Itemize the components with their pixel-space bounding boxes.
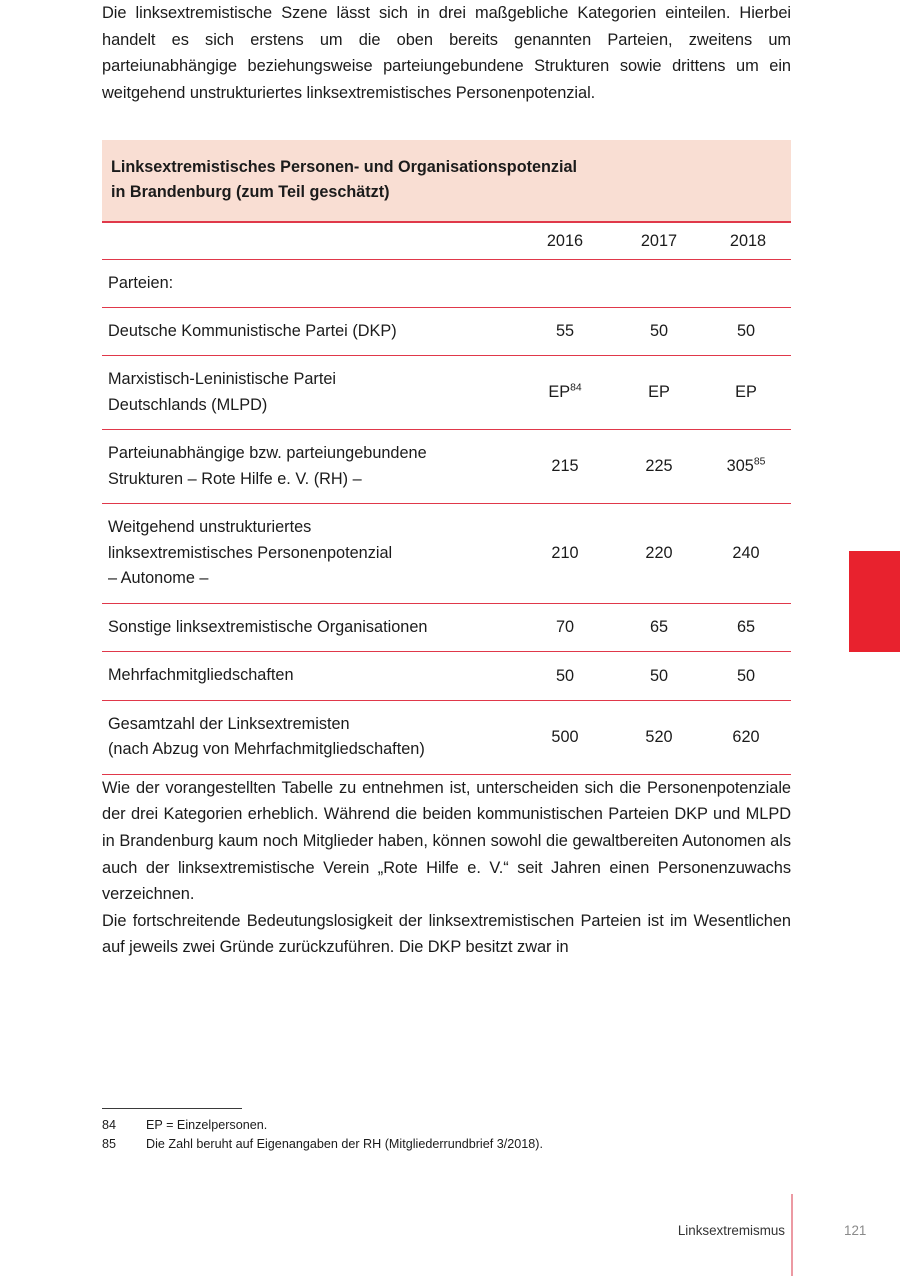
row-label (102, 700, 517, 774)
cell-2018: 65 (705, 603, 791, 652)
row-label-line-2: linksextremistisches Personenpotenzial (108, 543, 393, 562)
table-row (102, 700, 791, 774)
row-label (102, 652, 517, 701)
table-title-line-1: Linksextremistisches Personen- und Organisationspotenzial (111, 158, 577, 177)
footer-divider (791, 1194, 793, 1276)
paragraph-after-table-1: Wie der vorangestellten Tabelle zu entnehmen ist, unterscheiden sich die Personenpotenziale der drei Kategorien erheblich. Während die beiden kommunistischen Parteien DKP und MLPD in Brandenburg kaum noch Mitglieder haben, können sowohl die gewaltbereiten Autonomen als auch der linksextremistische Verein „Rote Hilfe e. V.“ seit Jahren einen Personenzuwachs verzeichnen. (102, 778, 791, 904)
table-row (102, 307, 791, 356)
footnotes-section (102, 1108, 792, 1154)
cell-2018: EP (705, 356, 791, 430)
table-row (102, 260, 791, 308)
cell-2017: 225 (613, 430, 705, 504)
cell-2017: 50 (613, 307, 705, 356)
cell-2018: 620 (705, 700, 791, 774)
footnote-number: 84 (102, 1118, 117, 1132)
table-row (102, 430, 791, 504)
row-label-line-2: Deutschlands (MLPD) (108, 395, 268, 414)
row-label-line-1: Parteiunabhängige bzw. parteiungebundene (108, 444, 427, 463)
cell-2017: 65 (613, 603, 705, 652)
table-title (102, 140, 791, 222)
footnote-number: 85 (102, 1137, 117, 1151)
cell-2017: 220 (613, 504, 705, 604)
footnote-text: EP = Einzelpersonen. (146, 1118, 268, 1132)
footer-page-number: 121 (844, 1223, 867, 1238)
cell-2018: 50 (705, 307, 791, 356)
table-title-row (102, 140, 791, 222)
table-title-line-2: in Brandenburg (zum Teil geschätzt) (111, 183, 390, 202)
column-header-label (102, 222, 517, 260)
row-label-line-1: Gesamtzahl der Linksextremisten (108, 714, 350, 733)
page-content (102, 0, 791, 961)
cell-2016: 50 (517, 652, 613, 701)
footer-section-label: Linksextremismus (677, 1223, 785, 1238)
row-label-line-1: Parteien: (108, 274, 174, 293)
table-body (102, 260, 791, 775)
footnote-marker-84: 84 (570, 382, 582, 394)
table-row (102, 356, 791, 430)
row-label-line-1: Marxistisch-Leninistische Partei (108, 370, 337, 389)
intro-paragraph: Die linksextremistische Szene lässt sich in drei maßgebliche Kategorien einteilen. Hierbei handelt es sich erstens um die oben bereits genannten Parteien, zweitens um parteiunabhängige beziehungsweise parteiungebundene Strukturen sowie drittens um ein weitgehend unstrukturiertes linksextremistisches Personenpotenzial. (102, 4, 791, 102)
table-row (102, 603, 791, 652)
row-label-line-1: Sonstige linksextremistische Organisationen (108, 617, 428, 636)
potential-table-container (102, 140, 791, 775)
row-label-line-1: Mehrfachmitgliedschaften (108, 666, 294, 685)
row-label-line-2: (nach Abzug von Mehrfachmitgliedschaften) (108, 740, 425, 759)
table-row (102, 652, 791, 701)
cell-2016: 70 (517, 603, 613, 652)
row-label (102, 430, 517, 504)
cell-2018 (705, 430, 791, 504)
cell-2018: 50 (705, 652, 791, 701)
cell-2016 (517, 356, 613, 430)
cell-2018 (705, 260, 791, 308)
cell-2017: 520 (613, 700, 705, 774)
page-footer (0, 1216, 900, 1260)
cell-2018-value: 305 (726, 457, 754, 476)
row-label (102, 504, 517, 604)
cell-2017 (613, 260, 705, 308)
footnote-item (102, 1135, 792, 1154)
cell-2016: 210 (517, 504, 613, 604)
row-label (102, 260, 517, 308)
cell-2016: 500 (517, 700, 613, 774)
paragraph-after-table-2: Die fortschreitende Bedeutungslosigkeit der linksextremistischen Parteien ist im Wesentlichen auf jeweils zwei Gründe zurückzuführen. Die DKP besitzt zwar in (102, 911, 791, 957)
column-header-2016: 2016 (517, 222, 613, 260)
row-label (102, 307, 517, 356)
footnote-text: Die Zahl beruht auf Eigenangaben der RH (Mitgliederrundbrief 3/2018). (146, 1137, 543, 1151)
column-header-2018: 2018 (705, 222, 791, 260)
footnote-item (102, 1116, 792, 1135)
row-label-line-1: Deutsche Kommunistische Partei (DKP) (108, 321, 397, 340)
column-header-2017: 2017 (613, 222, 705, 260)
row-label (102, 356, 517, 430)
potential-table (102, 140, 791, 775)
cell-2016: 215 (517, 430, 613, 504)
row-label-line-1: Weitgehend unstrukturiertes (108, 518, 312, 537)
cell-2016-value: EP (548, 383, 571, 402)
cell-2017: EP (613, 356, 705, 430)
cell-2018: 240 (705, 504, 791, 604)
row-label-line-3: – Autonome – (108, 569, 209, 588)
footnote-marker-85: 85 (753, 456, 766, 468)
cell-2016: 55 (517, 307, 613, 356)
section-color-tab (849, 551, 900, 652)
footnote-separator-rule (102, 1108, 242, 1109)
cell-2016 (517, 260, 613, 308)
row-label-line-2: Strukturen – Rote Hilfe e. V. (RH) – (108, 469, 362, 488)
cell-2017: 50 (613, 652, 705, 701)
table-header-row (102, 222, 791, 260)
row-label (102, 603, 517, 652)
table-row (102, 504, 791, 604)
